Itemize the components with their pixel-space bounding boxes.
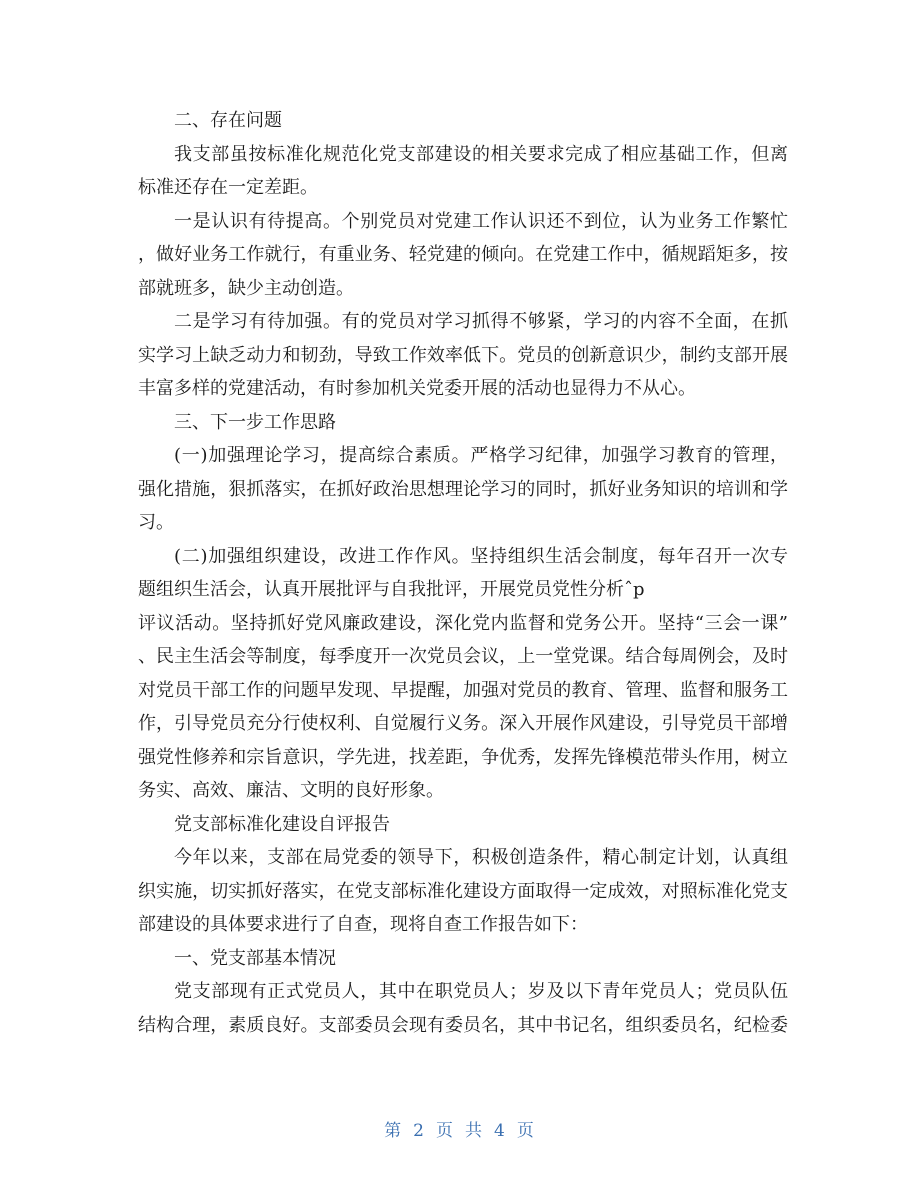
text-line: 务实、高效、廉洁、文明的良好形象。 (138, 780, 444, 801)
text-line: 、民主生活会等制度，每季度开一次党员会议，上一堂党课。结合每周例会，及时 (138, 646, 788, 667)
text-line: 织实施，切实抓好落实，在党支部标准化建设方面取得一定成效，对照标准化党支 (138, 880, 788, 902)
current-page-number: 2 (413, 1121, 426, 1141)
text-line: 今年以来，支部在局党委的领导下，积极创造条件，精心制定计划，认真组 (174, 847, 788, 868)
text-line: 一、党支部基本情况 (174, 947, 336, 969)
text-line: 结构合理，素质良好。支部委员会现有委员名，其中书记名，组织委员名，纪检委 (138, 1014, 788, 1036)
text-line: 作，引导党员充分行使权利、自觉履行义务。深入开展作风建设，引导党员干部增 (138, 713, 788, 734)
text-line: 丰富多样的党建活动，有时参加机关党委开展的活动也显得力不从心。 (138, 378, 696, 399)
text-line: 对党员干部工作的问题早发现、早提醒，加强对党员的教育、管理、监督和服务工 (138, 679, 788, 701)
text-line: 二是学习有待加强。有的党员对学习抓得不够紧，学习的内容不全面，在抓 (174, 311, 788, 332)
text-line: 部建设的具体要求进行了自查，现将自查工作报告如下： (138, 914, 588, 935)
text-line: 我支部虽按标准化规范化党支部建设的相关要求完成了相应基础工作，但离 (174, 143, 788, 165)
text-line: 强化措施，狠抓落实，在抓好政治思想理论学习的同时，抓好业务知识的培训和学 (138, 478, 788, 500)
text-line: 部就班多，缺少主动创造。 (138, 277, 354, 299)
total-pages-number: 4 (494, 1121, 507, 1141)
footer-suffix: 页 (516, 1121, 536, 1141)
text-line: 党支部现有正式党员人，其中在职党员人；岁及以下青年党员人；党员队伍 (174, 981, 788, 1002)
footer-page-word: 页 (436, 1121, 455, 1141)
text-line: ，做好业务工作就行，有重业务、轻党建的倾向。在党建工作中，循规蹈矩多，按 (138, 244, 788, 265)
text-line: 三、下一步工作思路 (174, 411, 336, 433)
footer-total-prefix: 共 (465, 1121, 484, 1141)
text-line: 评议活动。坚持抓好党风廉政建设，深化党内监督和党务公开。坚持“三会一课” (138, 612, 788, 634)
text-line: 党支部标准化建设自评报告 (174, 813, 390, 835)
page-footer (0, 1116, 920, 1141)
text-line: 题组织生活会，认真开展批评与自我批评，开展党员党性分析ˆp (138, 579, 645, 600)
text-line: 一是认识有待提高。个别党员对党建工作认识还不到位，认为业务工作繁忙 (174, 210, 788, 232)
text-line: 实学习上缺乏动力和韧劲，导致工作效率低下。党员的创新意识少，制约支部开展 (138, 344, 788, 366)
text-line: 二、存在问题 (174, 110, 282, 131)
text-line: (一)加强理论学习，提高综合素质。严格学习纪律，加强学习教育的管理， (174, 445, 788, 466)
text-line: 强党性修养和宗旨意识，学先进，找差距，争优秀，发挥先锋模范带头作用，树立 (138, 746, 788, 768)
footer-prefix: 第 (384, 1121, 404, 1141)
text-line: (二)加强组织建设，改进工作作风。坚持组织生活会制度，每年召开一次专 (174, 545, 788, 567)
text-line: 习。 (138, 512, 174, 533)
document-body (138, 104, 788, 1042)
text-line: 标准还存在一定差距。 (138, 177, 318, 198)
